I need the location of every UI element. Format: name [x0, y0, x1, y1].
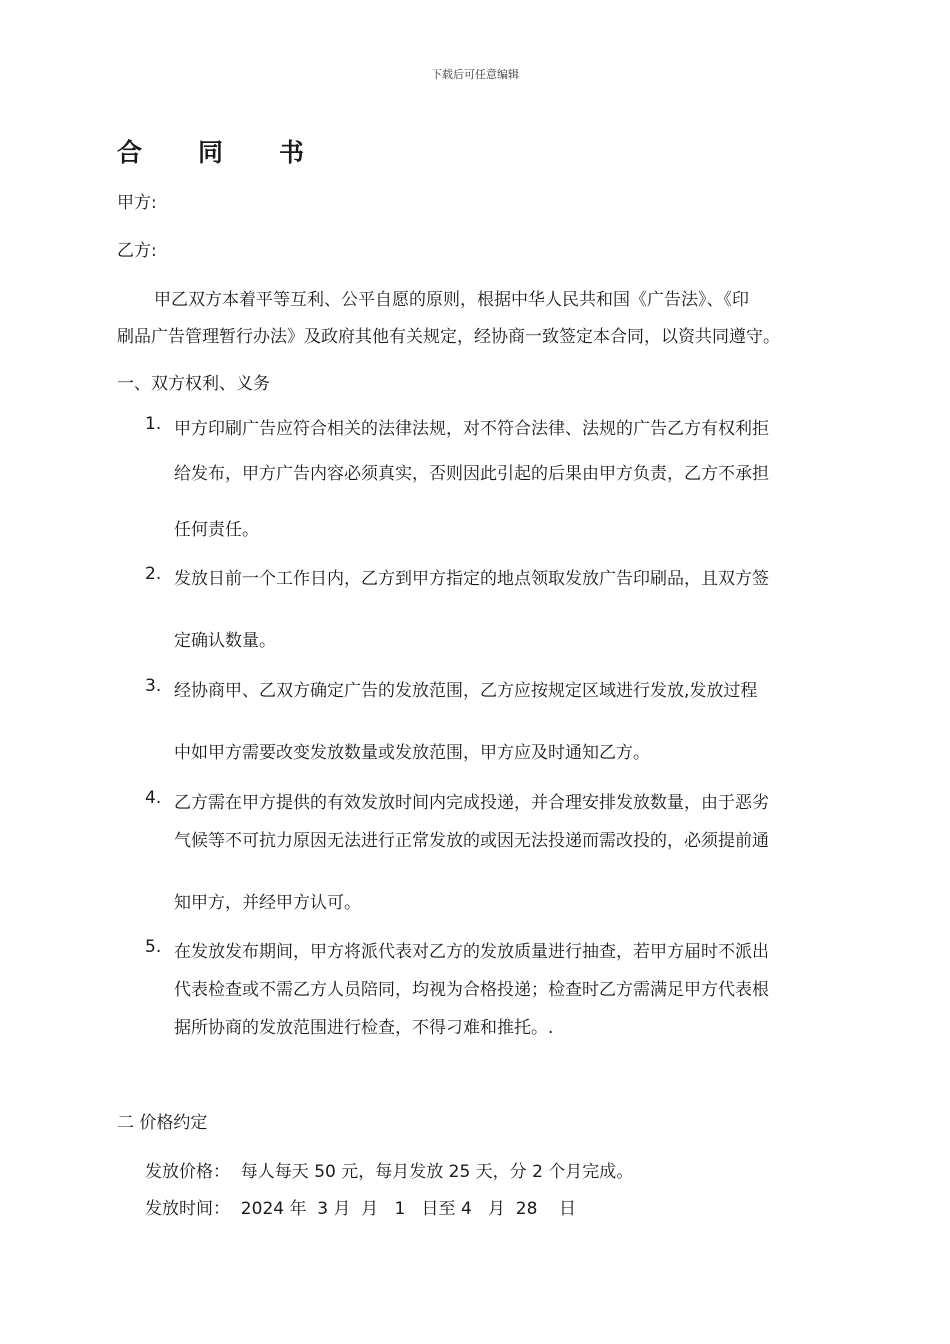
title-char-1: 合: [117, 138, 145, 167]
title-char-2: 同: [198, 138, 226, 167]
item-5-line-3: 据所协商的发放范围进行检查，不得刁难和推托。.: [174, 1018, 554, 1038]
item-5-line-2: 代表检查或不需乙方人员陪同，均视为合格投递；检查时乙方需满足甲方代表根: [174, 980, 769, 1000]
section1-heading: 一、双方权利、义务: [117, 374, 270, 394]
item-4-number: 4.: [145, 788, 162, 808]
item-3-line-2: 中如甲方需要改变发放数量或发放范围，甲方应及时通知乙方。: [174, 743, 650, 763]
intro-line-1: 甲乙双方本着平等互利、公平自愿的原则，根据中华人民共和国《广告法》、《印: [154, 290, 749, 310]
party-a-label: 甲方:: [117, 193, 157, 213]
price-line: 发放价格： 每人每天 50 元，每月发放 25 天，分 2 个月完成。: [145, 1162, 634, 1182]
item-3-line-1: 经协商甲、乙双方确定广告的发放范围，乙方应按规定区域进行发放,发放过程: [174, 681, 758, 701]
item-1-line-3: 任何责任。: [174, 520, 259, 540]
title-char-3: 书: [279, 138, 307, 167]
header-note: 下载后可任意编辑: [431, 68, 519, 81]
item-5-line-1: 在发放发布期间，甲方将派代表对乙方的发放质量进行抽查，若甲方届时不派出: [174, 942, 769, 962]
time-line: 发放时间： 2024 年 3 月 月 1 日至 4 月 28 日: [145, 1199, 577, 1219]
intro-line-2: 刷品广告管理暂行办法》及政府其他有关规定，经协商一致签定本合同，以资共同遵守。: [117, 327, 780, 347]
page-title: [117, 133, 360, 169]
item-4-line-1: 乙方需在甲方提供的有效发放时间内完成投递，并合理安排发放数量，由于恶劣: [174, 793, 769, 813]
item-2-line-2: 定确认数量。: [174, 631, 276, 651]
item-1-number: 1.: [145, 414, 162, 434]
item-3-number: 3.: [145, 676, 162, 696]
item-5-number: 5.: [145, 937, 162, 957]
party-b-label: 乙方:: [117, 241, 157, 261]
item-2-number: 2.: [145, 564, 162, 584]
item-4-line-2: 气候等不可抗力原因无法进行正常发放的或因无法投递而需改投的，必须提前通: [174, 831, 769, 851]
item-1-line-2: 给发布，甲方广告内容必须真实，否则因此引起的后果由甲方负责，乙方不承担: [174, 464, 769, 484]
item-4-line-3: 知甲方，并经甲方认可。: [174, 893, 361, 913]
item-2-line-1: 发放日前一个工作日内，乙方到甲方指定的地点领取发放广告印刷品，且双方签: [174, 569, 769, 589]
section2-heading: 二 价格约定: [117, 1113, 208, 1133]
item-1-line-1: 甲方印刷广告应符合相关的法律法规，对不符合法律、法规的广告乙方有权利拒: [174, 419, 769, 439]
